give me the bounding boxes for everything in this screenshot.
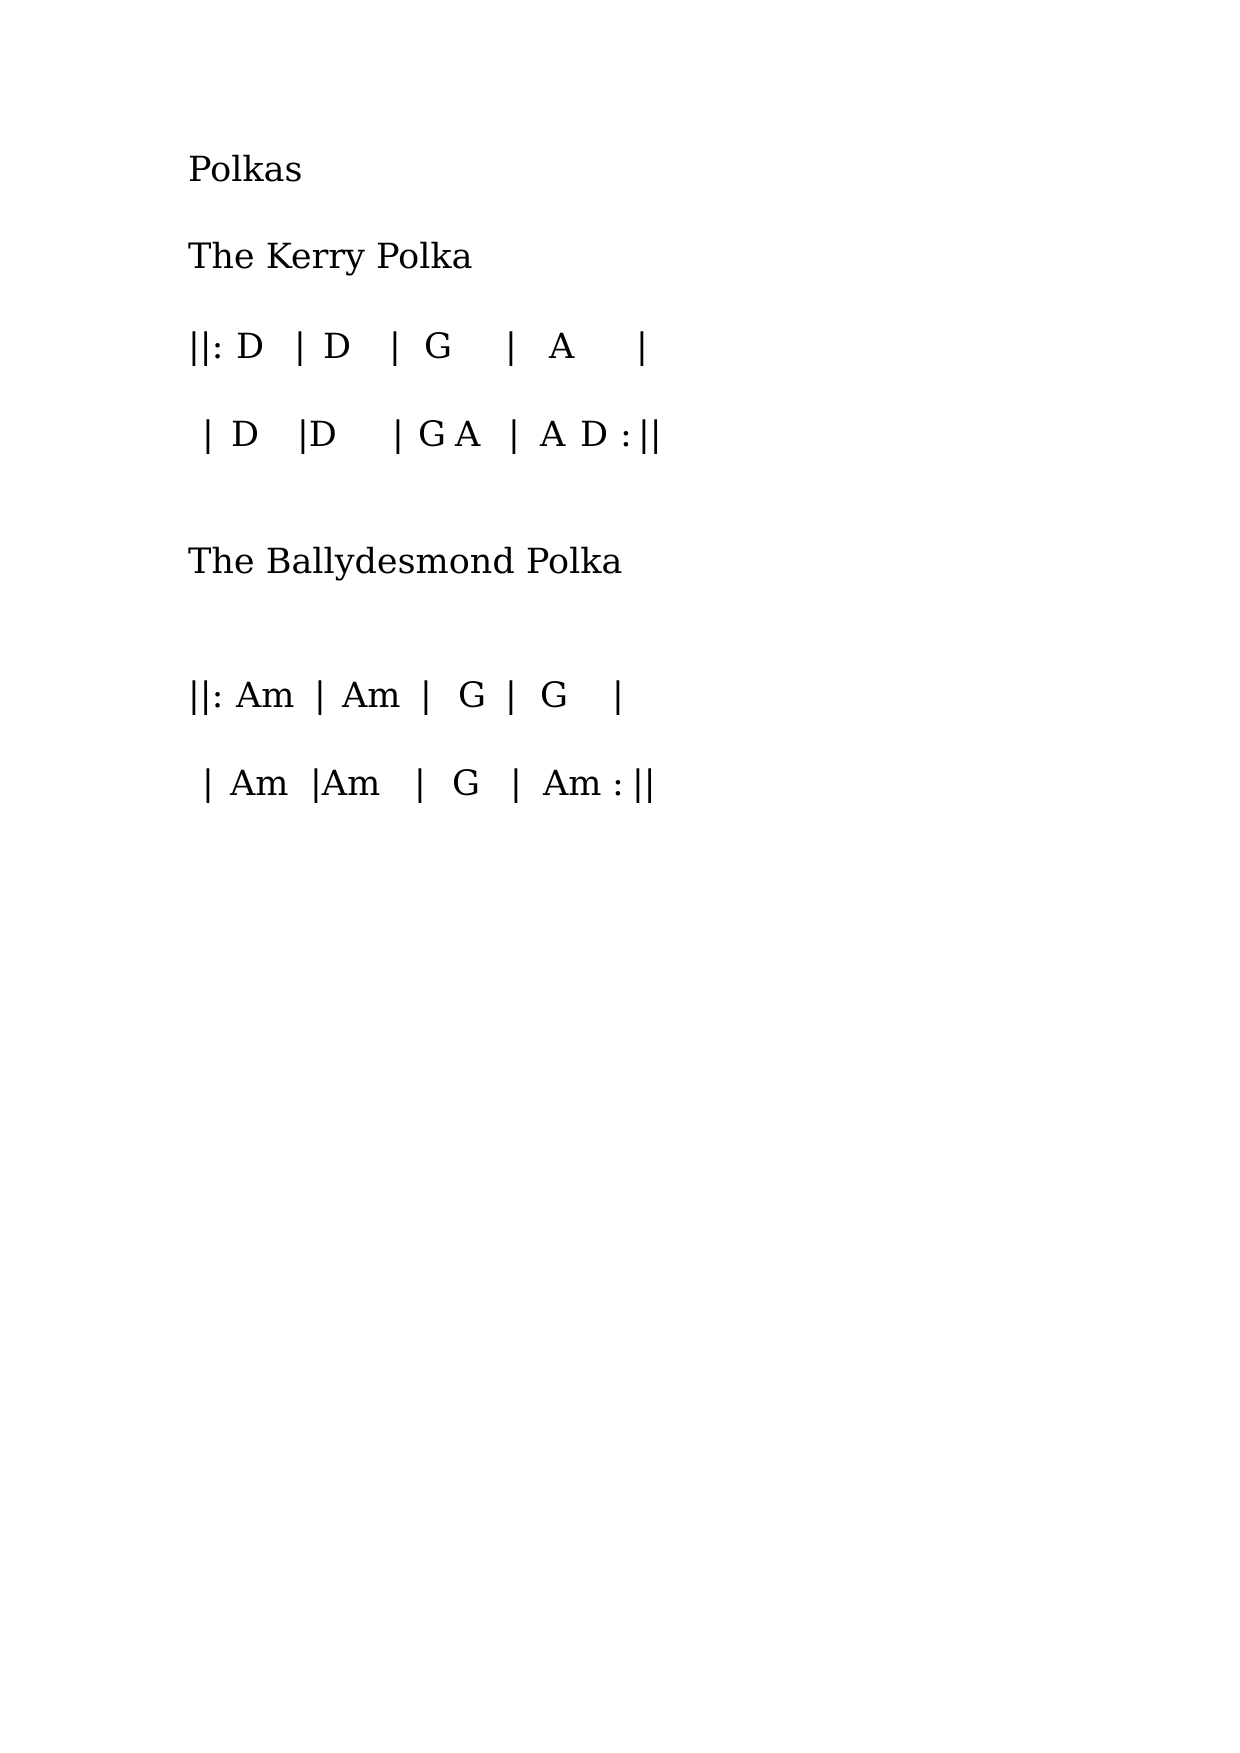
repeat-start: ||: [188,676,224,716]
repeat-start: ||: [188,327,224,367]
bar-line: | [314,676,326,716]
chord: Am [543,764,602,804]
bar-line: | [294,327,306,367]
chord: G [540,676,568,716]
chord: |Am [310,764,381,804]
chord: Am [236,676,295,716]
chord: D [231,415,260,455]
repeat-end: || [632,764,656,804]
chord: Am [342,676,401,716]
chord: D [580,415,609,455]
repeat-colon: : [620,415,632,455]
chord: G [418,415,446,455]
chord: A [549,327,575,367]
bar-line: | [510,764,522,804]
chord: G [458,676,486,716]
chord: D [236,327,265,367]
tune-title: The Ballydesmond Polka [188,542,623,582]
chord: A [455,415,481,455]
bar-line: | [636,327,648,367]
bar-line: | [392,415,404,455]
page-heading: Polkas [188,150,303,190]
chord: D [323,327,352,367]
bar-line: | [202,764,214,804]
bar-line: | [420,676,432,716]
repeat-colon: : [612,764,624,804]
bar-line: | [414,764,426,804]
chord: A [540,415,566,455]
bar-line: | [612,676,624,716]
bar-line: | [505,327,517,367]
tune-title: The Kerry Polka [188,237,473,277]
bar-line: | [505,676,517,716]
bar-line: | [202,415,214,455]
bar-line: | [508,415,520,455]
chord: Am [230,764,289,804]
chord: |D [297,415,337,455]
chord: G [424,327,452,367]
bar-line: | [389,327,401,367]
repeat-end: || [638,415,662,455]
chord: G [452,764,480,804]
